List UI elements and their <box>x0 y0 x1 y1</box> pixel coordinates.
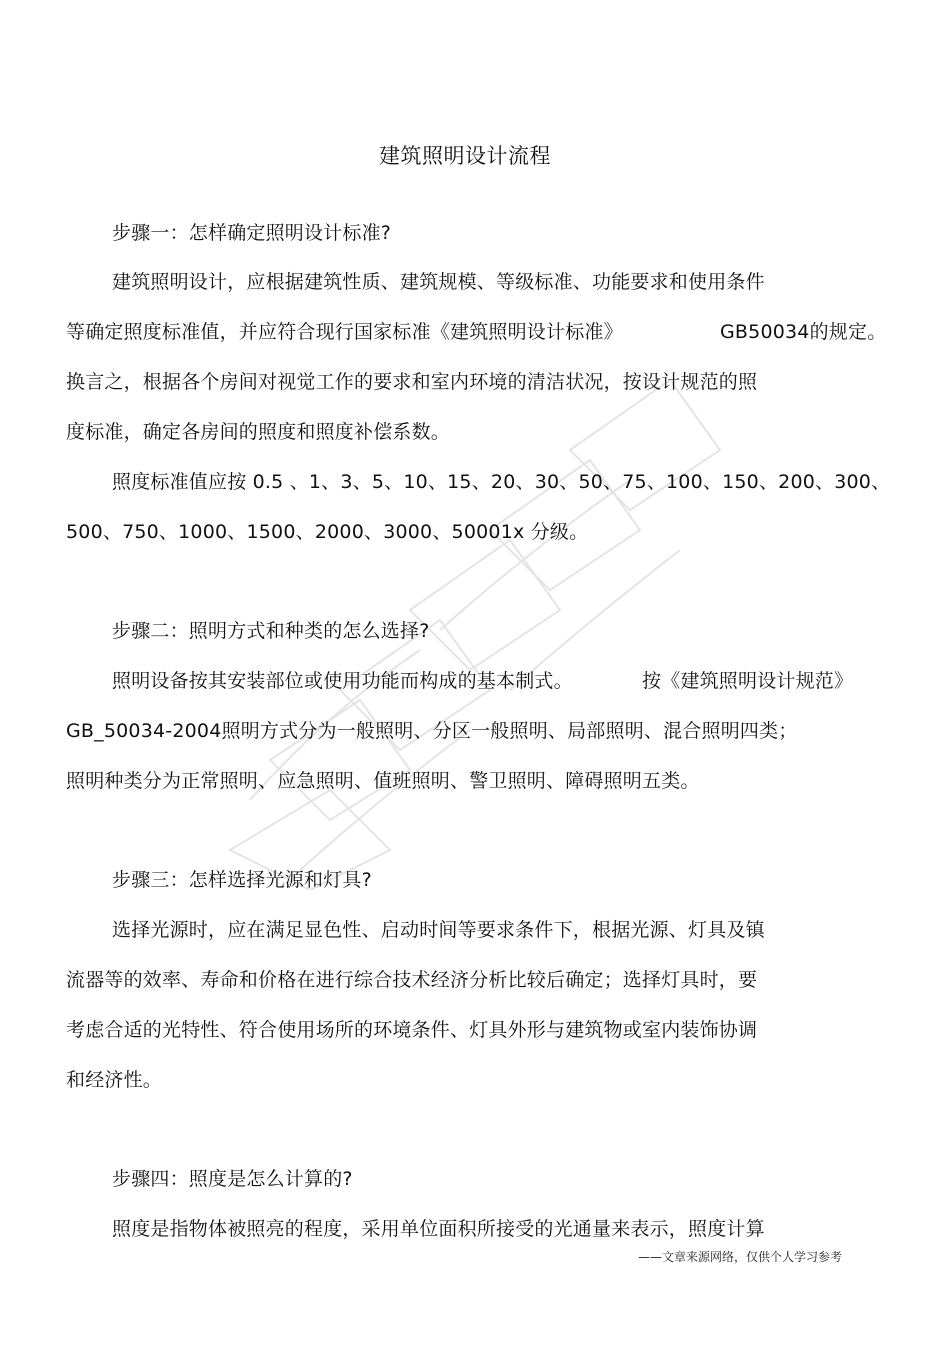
paragraph-line: 和经济性。 <box>66 1069 163 1091</box>
paragraph-line: 照度是指物体被照亮的程度，采用单位面积所接受的光通量来表示，照度计算 <box>112 1218 765 1240</box>
step-2-heading: 步骤二：照明方式和种类的怎么选择? <box>112 620 430 642</box>
paragraph-line: 500、750、1000、1500、2000、3000、50001x 分级。 <box>66 521 589 543</box>
paragraph-line: 度标准，确定各房间的照度和照度补偿系数。 <box>66 421 451 443</box>
paragraph-line: GB_50034-2004照明方式分为一般照明、分区一般照明、局部照明、混合照明四类； <box>66 720 798 742</box>
watermark-seal <box>210 330 770 890</box>
paragraph-line: 照明种类分为正常照明、应急照明、值班照明、警卫照明、障碍照明五类。 <box>66 770 700 792</box>
paragraph-line: 流器等的效率、寿命和价格在进行综合技术经济分析比较后确定；选择灯具时，要 <box>66 969 758 991</box>
paragraph-line: 选择光源时，应在满足显色性、启动时间等要求条件下，根据光源、灯具及镇 <box>112 919 765 941</box>
paragraph-line: 照度标准值应按 0.5 、1、3、5、10、15、20、30、50、75、100、150、200、300、 <box>112 471 891 493</box>
step-3-heading: 步骤三：怎样选择光源和灯具? <box>112 869 372 891</box>
paragraph-line: 考虑合适的光特性、符合使用场所的环境条件、灯具外形与建筑物或室内装饰协调 <box>66 1019 758 1041</box>
paragraph-line: 建筑照明设计，应根据建筑性质、建筑规模、等级标准、功能要求和使用条件 <box>112 271 765 293</box>
step-1-heading: 步骤一：怎样确定照明设计标准? <box>112 222 392 244</box>
paragraph-line: 等确定照度标准值，并应符合现行国家标准《建筑照明设计标准》 <box>66 321 623 343</box>
paragraph-line: GB50034的规定。 <box>720 321 887 343</box>
footer-note: ——文章来源网络，仅供个人学习参考 <box>638 1250 843 1264</box>
paragraph-line: 按《建筑照明设计规范》 <box>642 670 854 692</box>
page-title: 建筑照明设计流程 <box>379 144 551 168</box>
paragraph-line: 换言之，根据各个房间对视觉工作的要求和室内环境的清洁状况，按设计规范的照 <box>66 371 758 393</box>
paragraph-line: 照明设备按其安装部位或使用功能而构成的基本制式。 <box>112 670 573 692</box>
step-4-heading: 步骤四：照度是怎么计算的? <box>112 1168 353 1190</box>
